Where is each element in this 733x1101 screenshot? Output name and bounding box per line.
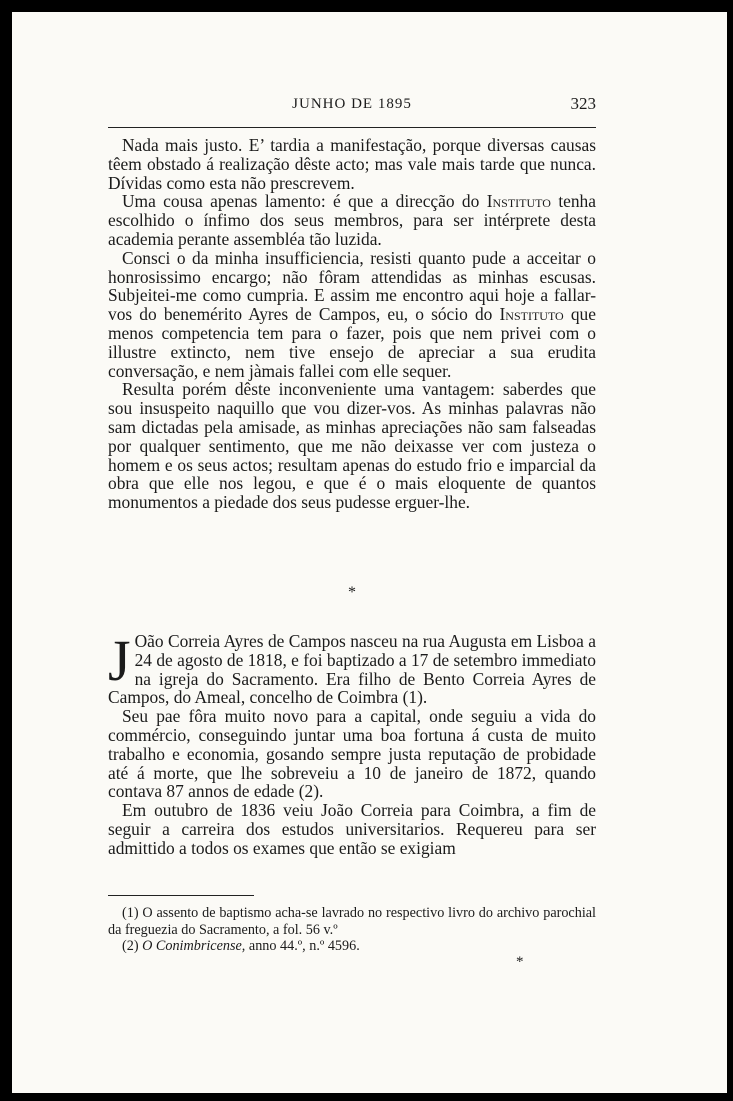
drop-cap: J	[108, 628, 131, 693]
text-run: Uma cousa apenas lamento: é que a direcção do	[122, 191, 480, 212]
paragraph: Nada mais justo. E’ tardia a manifestação, porque diversas causas têem obstado á realização dêste acto; mas vale mais tarde que nunca. Dívidas como esta não prescrevem.	[108, 135, 596, 193]
text-run: Oão Correia Ayres de Campos nasceu na rua Augusta em Lisboa a 24 de agosto de 1818, e foi baptizado a 17 de setembro immediato na igreja do Sacramento. Era filho de Bento Correia Ayres de Campos, do Ameal, concelho de Coimbra (1).	[108, 631, 596, 708]
paragraph: Em outubro de 1836 veiu João Correia para Coimbra, a fim de seguir a carreira dos estudos universitarios. Requereu para ser admittido a todos os exames que então se exigiam	[108, 800, 596, 858]
chapter-text	[108, 628, 596, 858]
text-run: anno 44.º, n.º 4596.	[248, 938, 360, 954]
institute-name: Instituto	[486, 191, 551, 212]
running-title: JUNHO DE 1895	[292, 96, 412, 112]
footnote-title: O Conimbricense,	[142, 938, 246, 954]
book-page	[12, 12, 727, 1093]
footnotes	[108, 905, 596, 955]
paragraph: Seu pae fôra muito novo para a capital, onde seguiu a vida do commércio, conseguindo juntar uma boa fortuna á custa de muito trabalho e economia, gosando sempre justa reputação de probidade até á morte, que lhe sobreveiu a 10 de janeiro de 1872, quando contava 87 annos de edade (2).	[108, 706, 596, 802]
signature-asterisk: *	[516, 954, 524, 970]
institute-name: Instituto	[499, 304, 564, 325]
paragraph	[108, 192, 596, 248]
paragraph	[108, 249, 596, 381]
text-run: tenha escolhido o ínfimo dos seus membros, para ser intérprete desta academia perante assembléa tão luzida.	[108, 191, 596, 249]
footnote-label: (2)	[122, 938, 139, 954]
text-run: que menos competencia tem para o fazer, pois que nem privei com o illustre extincto, nem tive ensejo de apreciar a sua erudita conversação, e nem jàmais fallei com elle sequer.	[108, 304, 596, 381]
body-text	[108, 136, 596, 512]
page-header	[108, 88, 596, 132]
footnote-1: (1) O assento de baptismo acha-se lavrado no respectivo livro do archivo parochial da freguezia do Sacramento, a fol. 56 v.º	[108, 905, 596, 938]
footnote-2	[108, 938, 596, 955]
header-rule	[108, 127, 596, 128]
page-number: 323	[570, 94, 596, 113]
paragraph: Resulta porém dêste inconveniente uma vantagem: saberdes que sou insuspeito naquillo que vou dizer-vos. As minhas palavras não sam dictadas pela amisade, as minhas apreciações não sam falseadas por qualquer sentimento, que me não deixasse ver com justeza o homem e os seus actos; resultam apenas do estudo frio e imparcial da obra que elle nos legou, e que é o mais eloquente de quantos monumentos a piedade dos seus pudesse erguer-lhe.	[108, 379, 596, 513]
footnote-rule	[108, 895, 254, 896]
section-asterisk: *	[348, 584, 356, 601]
text-run: Consci o da minha insufficiencia, resisti quanto pude a acceitar o honrosissimo encargo; não fôram attendidas as minhas escusas. Subjeitei-me como cumpria. E assim me encontro aqui hoje a fallar-vos do benemérito Ayres de Campos, eu, o sócio do	[108, 247, 596, 325]
paragraph	[108, 628, 596, 708]
